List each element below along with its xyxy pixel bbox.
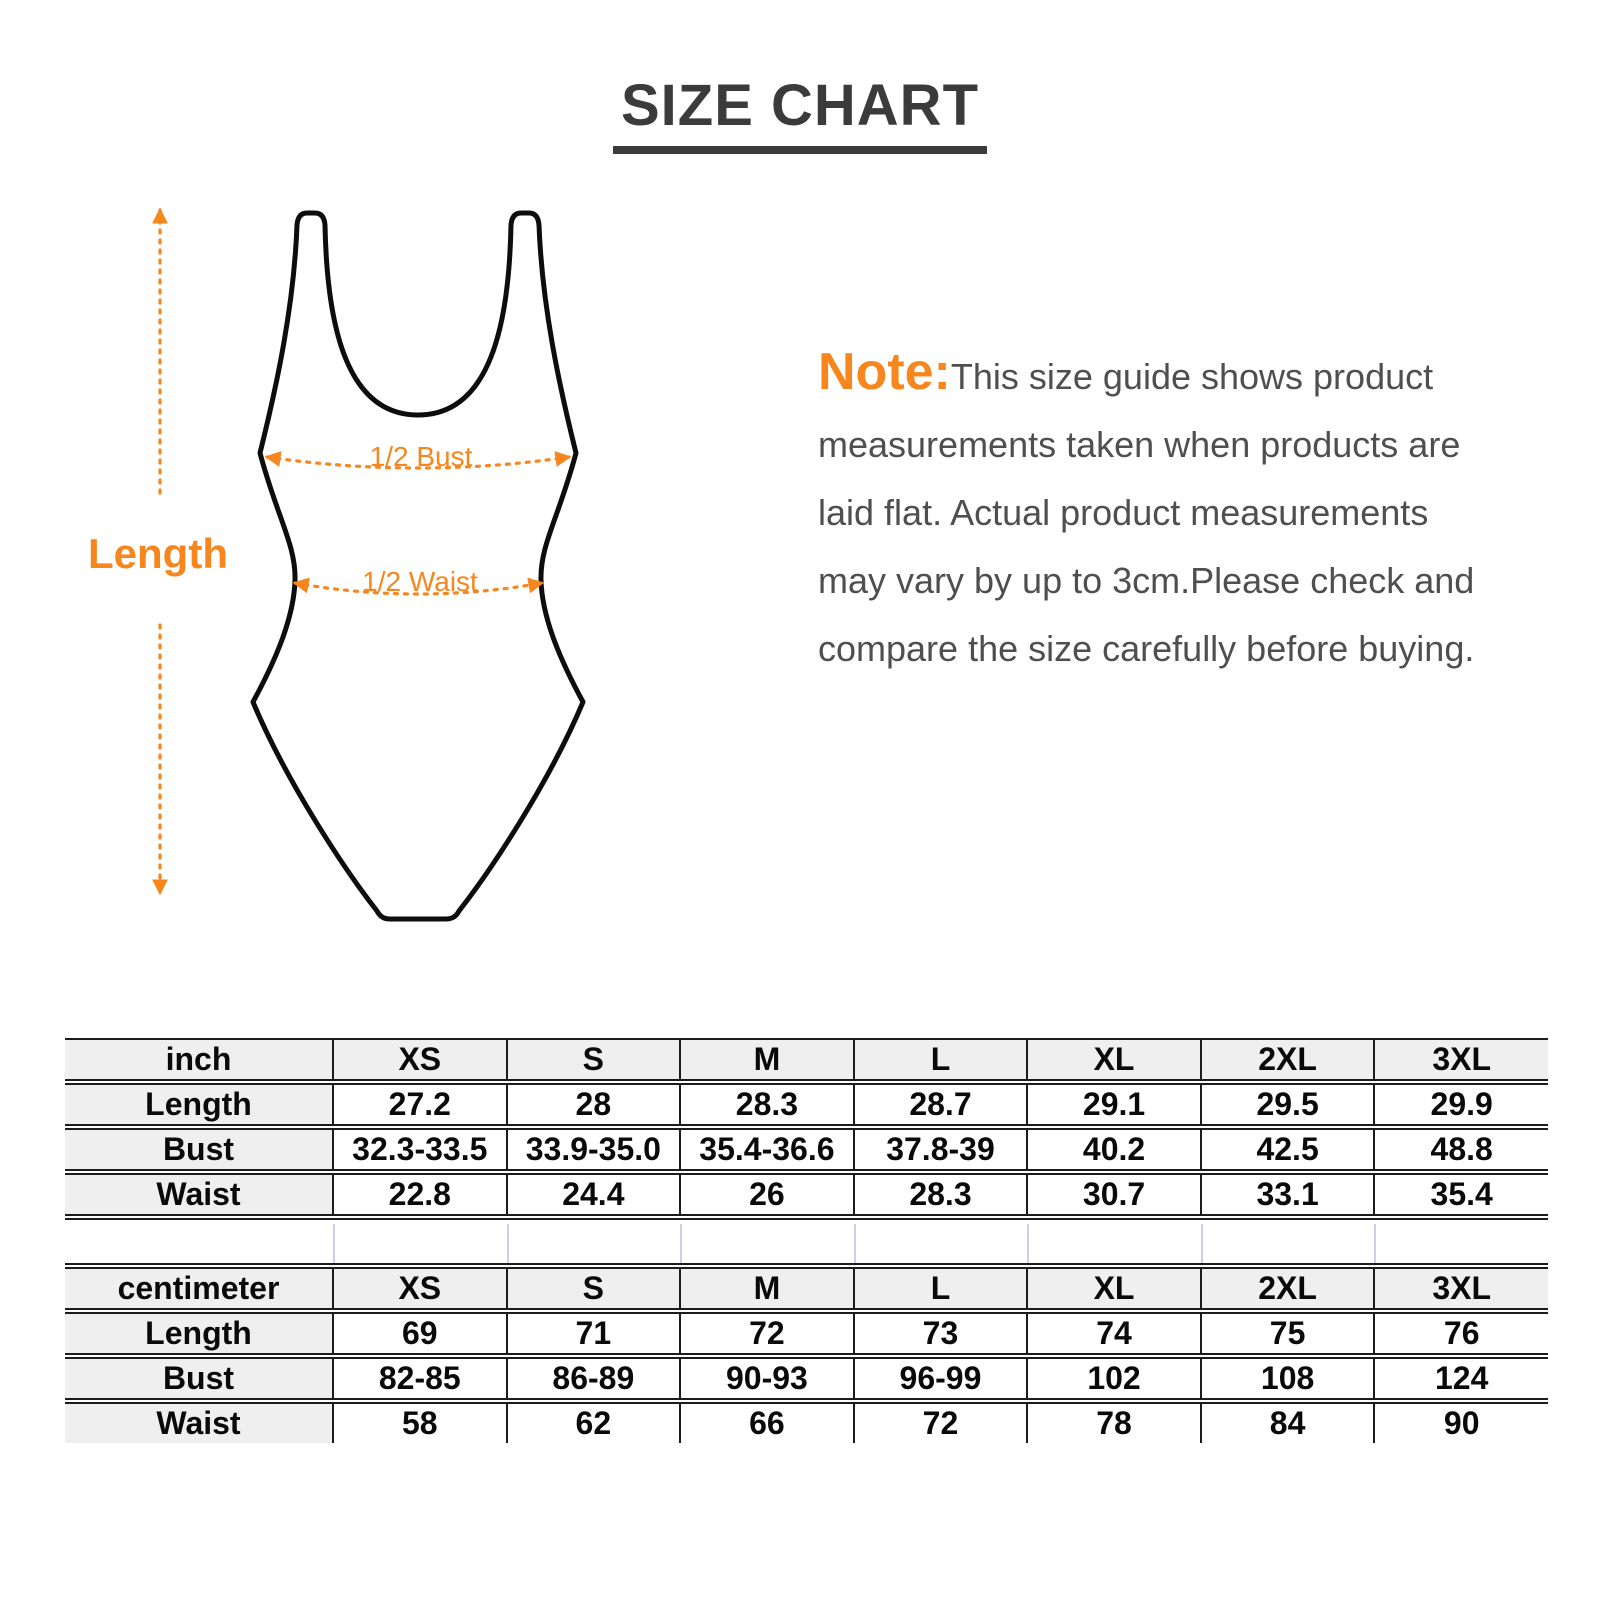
size-value-cell: 71 <box>507 1311 681 1356</box>
size-value-cell: 40.2 <box>1027 1127 1201 1172</box>
size-value-cell: 102 <box>1027 1356 1201 1401</box>
size-header-cell: 2XL <box>1201 1266 1375 1311</box>
size-value-cell: 27.2 <box>333 1082 507 1127</box>
page-title: SIZE CHART <box>613 72 987 154</box>
row-label-cell: Bust <box>65 1356 333 1401</box>
gap-gridline <box>680 1224 682 1263</box>
size-value-cell: 30.7 <box>1027 1172 1201 1217</box>
row-label-cell: Waist <box>65 1401 333 1443</box>
measurement-row <box>65 1311 1548 1356</box>
size-value-cell: 35.4 <box>1374 1172 1548 1217</box>
size-header-cell: L <box>854 1039 1028 1082</box>
size-value-cell: 62 <box>507 1401 681 1443</box>
note-text: This size guide shows product measurements taken when products are laid flat. Actual product measurements may vary by up to 3cm.Please check and compare the size carefully before buying. <box>818 356 1475 669</box>
size-value-cell: 90-93 <box>680 1356 854 1401</box>
row-label-cell: Length <box>65 1311 333 1356</box>
size-header-cell: 2XL <box>1201 1039 1375 1082</box>
table-gap-gridlines <box>65 1224 1548 1263</box>
size-header-cell: 3XL <box>1374 1266 1548 1311</box>
size-value-cell: 90 <box>1443 1405 1480 1441</box>
row-label-cell: Length <box>65 1082 333 1127</box>
size-table-inch <box>65 1038 1548 1220</box>
measurement-row <box>65 1082 1548 1127</box>
gap-gridline <box>854 1224 856 1263</box>
size-value-cell: 28 <box>507 1082 681 1127</box>
gap-gridline <box>1027 1224 1029 1263</box>
measurement-row <box>65 1401 1548 1443</box>
size-value-cell: 29.5 <box>1201 1082 1375 1127</box>
size-value-cell: 28.7 <box>854 1082 1028 1127</box>
size-header-cell: L <box>854 1266 1028 1311</box>
size-value-cell: 29.9 <box>1374 1082 1548 1127</box>
size-value-cell: 58 <box>333 1401 507 1443</box>
size-header-cell: S <box>507 1039 681 1082</box>
measurement-row <box>65 1356 1548 1401</box>
size-header-cell: S <box>507 1266 681 1311</box>
gap-gridline <box>507 1224 509 1263</box>
gap-gridline <box>333 1224 335 1263</box>
page-header <box>0 72 1600 154</box>
swimsuit-measurement-diagram <box>80 190 600 935</box>
note-label: Note: <box>818 343 951 401</box>
size-value-cell: 84 <box>1201 1401 1375 1443</box>
size-value-cell: 66 <box>680 1401 854 1443</box>
size-header-cell: M <box>680 1266 854 1311</box>
waist-label: 1/2 Waist <box>362 566 478 597</box>
size-header-cell: M <box>680 1039 854 1082</box>
size-value-cell: 48.8 <box>1374 1127 1548 1172</box>
size-value-cell: 32.3-33.5 <box>333 1127 507 1172</box>
size-value-cell: 96-99 <box>854 1356 1028 1401</box>
measurement-row <box>65 1172 1548 1217</box>
size-value-cell: 33.1 <box>1201 1172 1375 1217</box>
size-header-cell: 3XL <box>1374 1039 1548 1082</box>
size-value-cell: 86-89 <box>507 1356 681 1401</box>
size-header-row <box>65 1039 1548 1082</box>
size-value-cell: 28.3 <box>680 1082 854 1127</box>
note-block <box>818 338 1528 683</box>
gap-gridline <box>1374 1224 1376 1263</box>
size-value-cell: 37.8-39 <box>854 1127 1028 1172</box>
size-header-row <box>65 1266 1548 1311</box>
size-header-cell: XL <box>1027 1039 1201 1082</box>
size-value-cell: 28.3 <box>854 1172 1028 1217</box>
size-value-cell: 82-85 <box>333 1356 507 1401</box>
size-header-cell: XS <box>333 1039 507 1082</box>
row-label-cell: Waist <box>65 1172 333 1217</box>
size-value-cell: 73 <box>854 1311 1028 1356</box>
size-value-cell: 74 <box>1027 1311 1201 1356</box>
size-value-cell: 29.1 <box>1027 1082 1201 1127</box>
size-value-cell: 69 <box>333 1311 507 1356</box>
size-header-cell: XS <box>333 1266 507 1311</box>
size-value-cell: 78 <box>1027 1401 1201 1443</box>
size-header-cell: XL <box>1027 1266 1201 1311</box>
bust-label: 1/2 Bust <box>369 441 473 472</box>
size-value-cell: 42.5 <box>1201 1127 1375 1172</box>
size-value-cell: 72 <box>680 1311 854 1356</box>
measurement-row <box>65 1127 1548 1172</box>
row-label-cell: Bust <box>65 1127 333 1172</box>
size-value-cell: 24.4 <box>507 1172 681 1217</box>
size-value-cell: 26 <box>680 1172 854 1217</box>
size-value-cell: 22.8 <box>333 1172 507 1217</box>
gap-gridline <box>1201 1224 1203 1263</box>
size-value-cell: 33.9-35.0 <box>507 1127 681 1172</box>
size-value-cell: 72 <box>854 1401 1028 1443</box>
unit-header-cell: inch <box>65 1039 333 1082</box>
size-value-cell: 124 <box>1374 1356 1548 1401</box>
size-value-cell: 35.4-36.6 <box>680 1127 854 1172</box>
size-table-centimeter <box>65 1263 1548 1443</box>
length-label: Length <box>88 530 228 577</box>
size-value-cell: 108 <box>1201 1356 1375 1401</box>
unit-header-cell: centimeter <box>65 1266 333 1311</box>
size-value-cell: 75 <box>1201 1311 1375 1356</box>
size-value-cell: 76 <box>1374 1311 1548 1356</box>
